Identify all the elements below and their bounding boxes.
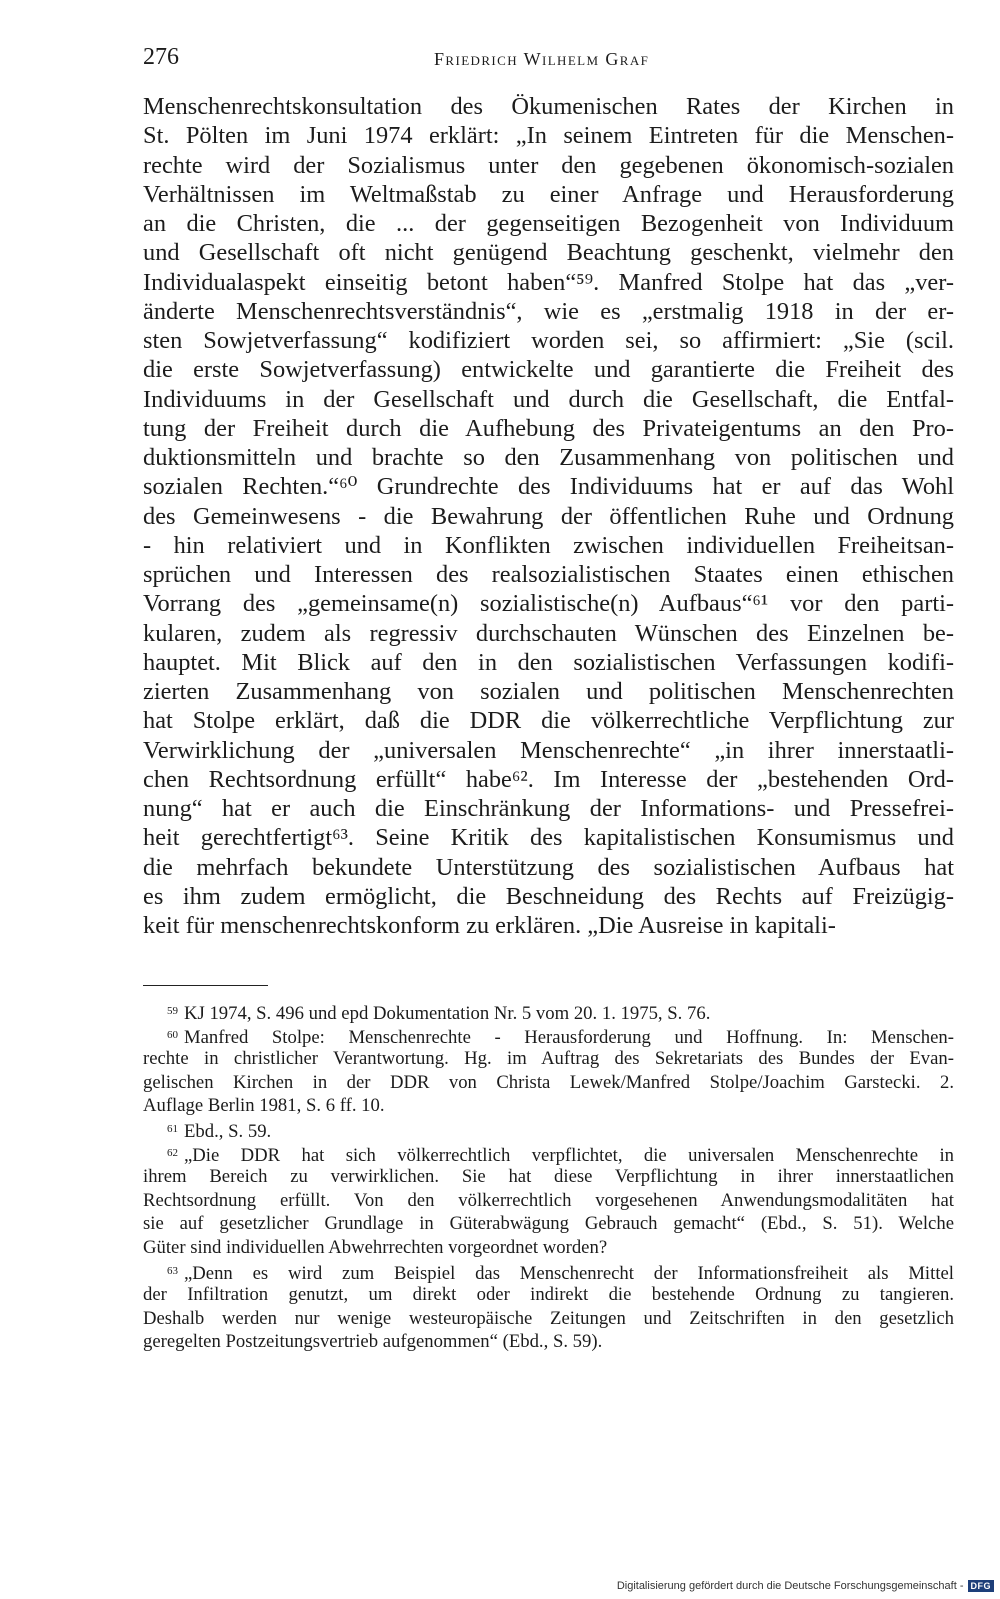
body-line: hauptet. Mit Blick auf den in den sozialistischen Verfassungen kodifi- xyxy=(143,648,954,676)
body-line: kularen, zudem als regressiv durchschauten Wünschen des Einzelnen be- xyxy=(143,619,954,647)
footnote-60 xyxy=(143,1024,954,1048)
dfg-logo: DFG xyxy=(968,1580,995,1592)
body-line: duktionsmitteln und brachte so den Zusammenhang von politischen und xyxy=(143,444,954,471)
footnote-63 xyxy=(143,1260,954,1284)
footnote-line: sie auf gesetzlicher Grundlage in Güterabwägung Gebrauch gemacht“ (Ebd., S. 51). Welche xyxy=(143,1213,954,1235)
body-line: des Gemeinwesens - die Bewahrung der öffentlichen Ruhe und Ordnung xyxy=(143,502,954,530)
footnote-line: geregelten Postzeitungsvertrieb aufgenommen“ (Ebd., S. 59). xyxy=(143,1331,603,1353)
body-line: sten Sowjetverfassung“ kodifiziert worden sei, so affirmiert: „Sie (scil. xyxy=(143,327,954,354)
footnote-text: „Die DDR hat sich völkerrechtlich verpflichtet, die universalen Menschenrechte in xyxy=(184,1144,954,1166)
body-line: zierten Zusammenhang von sozialen und politischen Menschenrechten xyxy=(143,678,954,705)
footnote-line: Auflage Berlin 1981, S. 6 ff. 10. xyxy=(143,1095,385,1117)
footnote-number: 62 xyxy=(167,1146,178,1159)
footnote-number: 60 xyxy=(167,1028,178,1041)
body-line: es ihm zudem ermöglicht, die Beschneidung des Rechts auf Freizügig- xyxy=(143,882,954,910)
credit-text: Digitalisierung gefördert durch die Deutsche Forschungsgemeinschaft - xyxy=(616,1580,964,1592)
body-line: hat Stolpe erklärt, daß die DDR die völkerrechtliche Verpflichtung zur xyxy=(143,707,954,735)
footnote-text: KJ 1974, S. 496 und epd Dokumentation Nr. 5 vom 20. 1. 1975, S. 76. xyxy=(184,1003,711,1024)
footnote-text: Ebd., S. 59. xyxy=(184,1120,272,1142)
body-line: St. Pölten im Juni 1974 erklärt: „In seinem Eintreten für die Menschen- xyxy=(143,122,954,150)
footnote-line: Güter sind individuellen Abwehrrechten vorgeordnet worden? xyxy=(143,1236,608,1258)
body-line: - hin relativiert und in Konflikten zwischen individuellen Freiheitsan- xyxy=(143,531,954,559)
body-line: die erste Sowjetverfassung) entwickelte und garantierte die Freiheit des xyxy=(143,356,954,384)
footnote-line: der Infiltration genutzt, um direkt oder indirekt die bestehende Ordnung zu tangieren. xyxy=(143,1284,954,1306)
running-head: Friedrich Wilhelm Graf xyxy=(434,49,650,69)
digitization-credit xyxy=(617,1580,994,1592)
footnote-line: rechte in christlicher Verantwortung. Hg. im Auftrag des Sekretariats des Bundes der Evan- xyxy=(143,1048,954,1070)
body-line: sprüchen und Interessen des realsozialistischen Staates einen ethischen xyxy=(143,561,954,588)
footnote-line: Deshalb werden nur wenige westeuropäische Zeitungen und Zeitschriften in den gesetzlich xyxy=(143,1307,954,1329)
body-line: an die Christen, die ... der gegenseitigen Bezogenheit von Individuum xyxy=(143,210,954,237)
footnote-62 xyxy=(143,1142,954,1166)
body-line: heit gerechtfertigt⁶³. Seine Kritik des kapitalistischen Konsumismus und xyxy=(143,824,954,852)
body-line: Vorrang des „gemeinsame(n) sozialistische(n) Aufbaus“⁶¹ vor den parti- xyxy=(143,590,954,618)
footnote-number: 61 xyxy=(167,1122,178,1135)
footnotes xyxy=(143,1000,954,1354)
body-line: Menschenrechtskonsultation des Ökumenischen Rates der Kirchen in xyxy=(143,93,954,120)
footnote-line: gelischen Kirchen in der DDR von Christa Lewek/Manfred Stolpe/Joachim Garstecki. 2. xyxy=(143,1071,954,1093)
body-line: sozialen Rechten.“⁶⁰ Grundrechte des Individuums hat er auf das Wohl xyxy=(143,473,954,501)
page-number: 276 xyxy=(143,44,179,70)
footnote-59 xyxy=(143,1000,954,1024)
body-line: tung der Freiheit durch die Aufhebung des Privateigentums an den Pro- xyxy=(143,414,954,442)
body-line: rechte wird der Sozialismus unter den gegebenen ökonomisch-sozialen xyxy=(143,151,954,179)
footnote-rule xyxy=(143,985,268,986)
body-line: Individualaspekt einseitig betont haben“⁵⁹. Manfred Stolpe hat das „ver- xyxy=(143,268,954,296)
body-line: nung“ hat er auch die Einschränkung der Informations- und Pressefrei- xyxy=(143,795,954,822)
body-line: änderte Menschenrechtsverständnis“, wie es „erstmalig 1918 in der er- xyxy=(143,297,954,325)
body-line: die mehrfach bekundete Unterstützung des sozialistischen Aufbaus hat xyxy=(143,853,954,881)
footnote-text: „Denn es wird zum Beispiel das Menschenrecht der Informationsfreiheit als Mittel xyxy=(184,1262,954,1284)
footnote-text: Manfred Stolpe: Menschenrechte - Herausforderung und Hoffnung. In: Menschen- xyxy=(184,1026,954,1048)
body-line: Verhältnissen im Weltmaßstab zu einer Anfrage und Herausforderung xyxy=(143,180,954,208)
body-line: chen Rechtsordnung erfüllt“ habe⁶². Im Interesse der „bestehenden Ord- xyxy=(143,765,954,793)
footnote-61 xyxy=(143,1118,954,1142)
body-line: Individuums in der Gesellschaft und durch die Gesellschaft, die Entfal- xyxy=(143,385,954,413)
body-line: Verwirklichung der „universalen Menschenrechte“ „in ihrer innerstaatli- xyxy=(143,736,954,764)
footnote-line: Rechtsordnung erfüllt. Von den völkerrechtlich vorgesehenen Anwendungsmodalitäten hat xyxy=(143,1189,954,1211)
footnote-number: 63 xyxy=(167,1264,178,1277)
body-line: keit für menschenrechtskonform zu erklären. „Die Ausreise in kapitali- xyxy=(143,912,836,939)
body-line: und Gesellschaft oft nicht genügend Beachtung geschenkt, vielmehr den xyxy=(143,239,954,267)
footnote-line: ihrem Bereich zu verwirklichen. Sie hat diese Verpflichtung in ihrer innerstaatlichen xyxy=(143,1166,954,1188)
body-text xyxy=(143,92,954,940)
footnote-number: 59 xyxy=(167,1005,178,1017)
